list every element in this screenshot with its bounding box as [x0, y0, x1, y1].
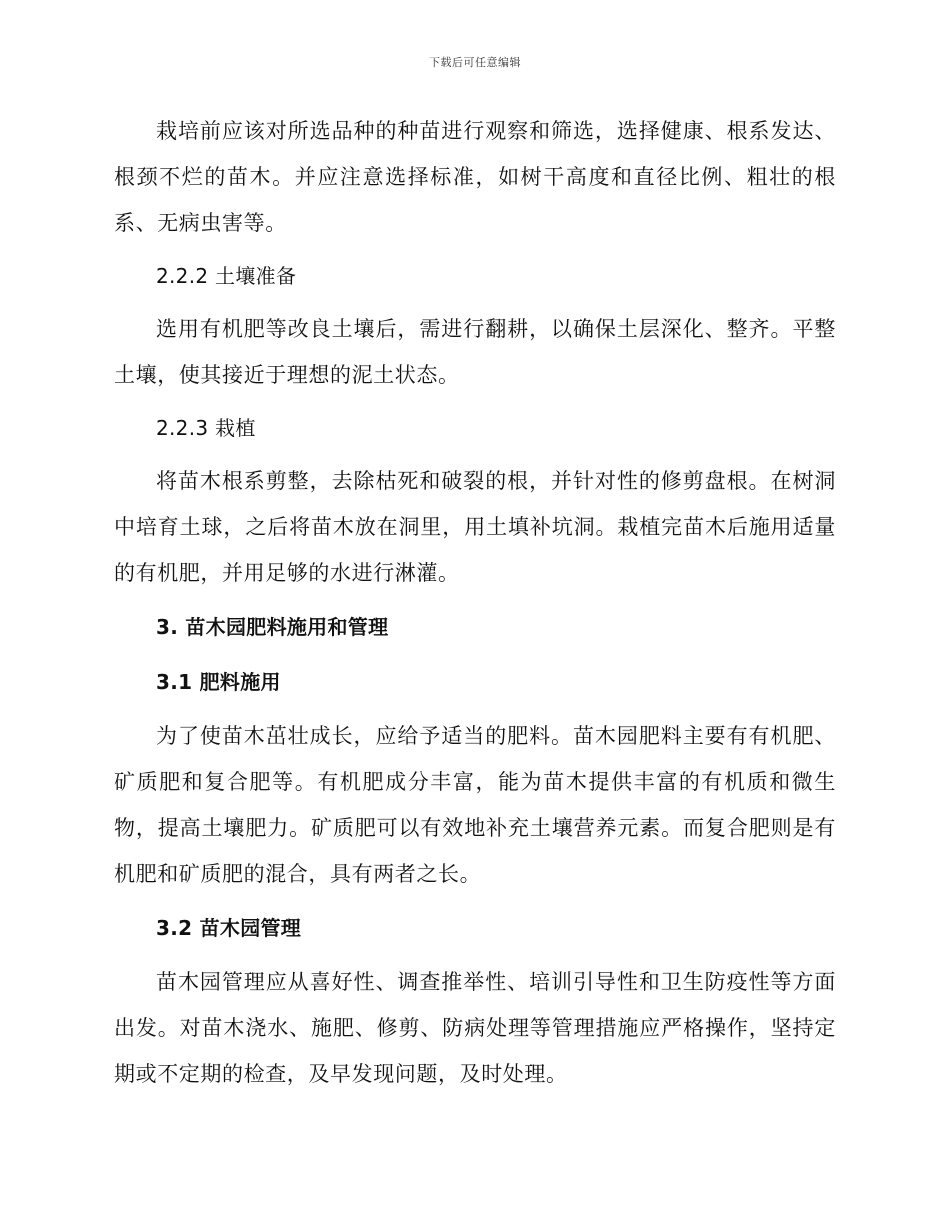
page-header-note: 下载后可任意编辑 [429, 56, 521, 69]
section-heading-3: 3. 苗木园肥料施用和管理 [156, 615, 389, 639]
paragraph-management: 苗木园管理应从喜好性、调查推举性、培训引导性和卫生防疫性等方面出发。对苗木浇水、施肥、修剪、防病处理等管理措施应严格操作，坚持定期或不定期的检查，及早发现问题，及时处理。 [114, 970, 836, 1086]
paragraph-fertilizer: 为了使苗木茁壮成长，应给予适当的肥料。苗木园肥料主要有有机肥、矿质肥和复合肥等。有机肥成分丰富，能为苗木提供丰富的有机质和微生物，提高土壤肥力。矿质肥可以有效地补充土壤营养元素。而复合肥则是有机肥和矿质肥的混合，具有两者之长。 [114, 724, 836, 886]
document-body [114, 108, 836, 1104]
paragraph-planting: 将苗木根系剪整，去除枯死和破裂的根，并针对性的修剪盘根。在树洞中培育土球，之后将苗木放在洞里，用土填补坑洞。栽植完苗木后施用适量的有机肥，并用足够的水进行淋灌。 [114, 469, 836, 585]
section-heading-2-2-2: 2.2.2 土壤准备 [156, 264, 297, 288]
section-heading-3-1: 3.1 肥料施用 [156, 670, 281, 694]
paragraph-soil-preparation: 选用有机肥等改良土壤后，需进行翻耕，以确保土层深化、整齐。平整土壤，使其接近于理想的泥土状态。 [114, 317, 836, 387]
section-heading-3-2: 3.2 苗木园管理 [156, 916, 302, 940]
section-heading-2-2-3: 2.2.3 栽植 [156, 416, 256, 440]
paragraph-seedling-selection: 栽培前应该对所选品种的种苗进行观察和筛选，选择健康、根系发达、根颈不烂的苗木。并应注意选择标准，如树干高度和直径比例、粗壮的根系、无病虫害等。 [114, 119, 836, 235]
